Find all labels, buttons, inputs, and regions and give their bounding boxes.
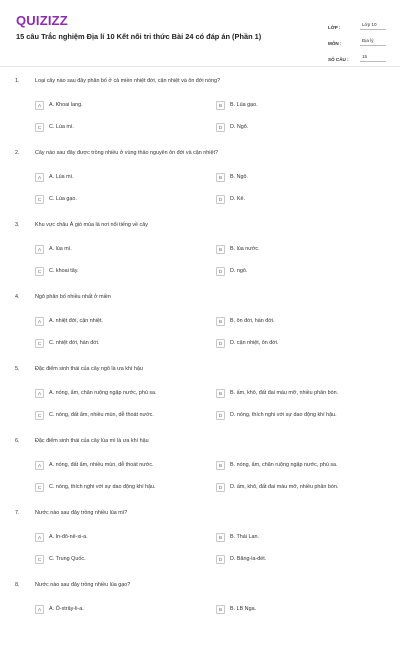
question-text: Ngô phân bố nhiều nhất ở miền [35, 294, 111, 300]
option-label: A. lúa mì. [49, 246, 72, 252]
meta-label: MÔN : [328, 41, 342, 46]
option-letter-badge: A [35, 317, 44, 326]
option-label: A. Ô-xtrây-li-a. [49, 606, 84, 612]
answer-option-b[interactable] [216, 388, 338, 398]
worksheet-header [0, 0, 400, 66]
answer-option-b[interactable] [216, 100, 258, 110]
answer-option-b[interactable] [216, 460, 338, 470]
option-letter-badge: B [216, 101, 225, 110]
question-header [15, 78, 365, 84]
answer-option-a[interactable] [35, 460, 154, 470]
answer-option-d[interactable] [216, 266, 247, 276]
meta-value: Lớp 10 [360, 22, 386, 30]
option-letter-badge: D [216, 555, 225, 564]
question-text: Nước nào sau đây trồng nhiều lúa mì? [35, 510, 128, 516]
answer-option-c[interactable] [35, 338, 100, 348]
worksheet-title: 15 câu Trắc nghiệm Địa lí 10 Kết nối tri thức Bài 24 có đáp án (Phần 1) [16, 32, 262, 41]
meta-panel [328, 14, 386, 62]
option-letter-badge: B [216, 245, 225, 254]
option-letter-badge: C [35, 339, 44, 348]
question-block [0, 510, 400, 582]
question-number: 3. [15, 222, 20, 228]
question-header [15, 294, 365, 300]
option-label: C. nhiệt đới, hàn đới. [49, 340, 100, 346]
meta-label: SỐ CÂU : [328, 57, 349, 62]
option-letter-badge: A [35, 605, 44, 614]
answer-option-d[interactable] [216, 122, 248, 132]
answer-option-b[interactable] [216, 532, 259, 542]
question-number: 5. [15, 366, 20, 372]
option-letter-badge: B [216, 533, 225, 542]
answer-option-a[interactable] [35, 244, 72, 254]
option-letter-badge: C [35, 483, 44, 492]
option-letter-badge: D [216, 123, 225, 132]
header-divider [0, 66, 400, 67]
option-label: B. lúa nước. [230, 246, 260, 252]
question-number: 6. [15, 438, 20, 444]
answer-option-a[interactable] [35, 388, 157, 398]
answer-option-d[interactable] [216, 410, 337, 420]
option-letter-badge: B [216, 605, 225, 614]
option-letter-badge: D [216, 267, 225, 276]
answer-option-b[interactable] [216, 604, 256, 614]
meta-row-subject [328, 30, 386, 46]
option-letter-badge: D [216, 411, 225, 420]
question-number: 2. [15, 150, 20, 156]
option-letter-badge: B [216, 173, 225, 182]
answer-option-a[interactable] [35, 532, 88, 542]
question-block [0, 438, 400, 510]
option-label: B. Lúa gạo. [230, 102, 258, 108]
answer-option-b[interactable] [216, 244, 260, 254]
question-text: Đặc điểm sinh thái của cây ngô là ưa khí hậu [35, 366, 143, 372]
answer-option-c[interactable] [35, 554, 86, 564]
option-label: C. nóng, đất ẩm, nhiều mùn, dễ thoát nước. [49, 412, 154, 418]
question-block [0, 150, 400, 222]
meta-value: Địa lý [360, 38, 386, 46]
option-label: A. Lúa mì. [49, 174, 74, 180]
answer-option-a[interactable] [35, 172, 74, 182]
option-letter-badge: C [35, 267, 44, 276]
option-letter-badge: D [216, 195, 225, 204]
option-label: C. khoai tây. [49, 268, 79, 274]
answer-option-c[interactable] [35, 266, 79, 276]
answer-option-b[interactable] [216, 316, 275, 326]
option-label: A. nhiệt đới, cận nhiệt. [49, 318, 103, 324]
option-label: C. nóng, thích nghi với sự dao động khí hậu. [49, 484, 156, 490]
option-label: A. Khoai lang. [49, 102, 83, 108]
answer-option-c[interactable] [35, 410, 154, 420]
option-label: C. Trung Quốc. [49, 556, 86, 562]
question-text: Cây nào sau đây được trồng nhiều ở vùng thảo nguyên ôn đới và cận nhiệt? [35, 150, 218, 156]
answer-option-a[interactable] [35, 316, 103, 326]
meta-value: 15 [360, 54, 386, 62]
option-label: B. ấm, khô, đất đai màu mỡ, nhiều phân bón. [230, 390, 339, 396]
answer-option-c[interactable] [35, 122, 74, 132]
option-letter-badge: D [216, 339, 225, 348]
option-letter-badge: A [35, 389, 44, 398]
question-number: 1. [15, 78, 20, 84]
answer-option-c[interactable] [35, 482, 156, 492]
answer-option-a[interactable] [35, 100, 83, 110]
option-label: D. Ngô. [230, 124, 249, 130]
option-label: B. LB Nga. [230, 606, 257, 612]
option-letter-badge: D [216, 483, 225, 492]
question-block [0, 294, 400, 366]
question-block [0, 78, 400, 150]
option-letter-badge: B [216, 461, 225, 470]
option-letter-badge: C [35, 123, 44, 132]
option-label: D. ngô. [230, 268, 248, 274]
answer-option-d[interactable] [216, 554, 266, 564]
option-letter-badge: A [35, 533, 44, 542]
question-text: Đặc điểm sinh thái của cây lúa mì là ưa khí hậu [35, 438, 149, 444]
question-number: 7. [15, 510, 20, 516]
option-letter-badge: A [35, 245, 44, 254]
option-letter-badge: C [35, 555, 44, 564]
option-label: B. Thái Lan. [230, 534, 259, 540]
option-label: D. cận nhiệt, ôn đới. [230, 340, 279, 346]
option-label: B. nóng, ẩm, chân ruộng ngập nước, phù sa. [230, 462, 338, 468]
question-block [0, 366, 400, 438]
meta-row-count [328, 46, 386, 62]
option-label: D. ấm, khô, đất đai màu mỡ, nhiều phân bón. [230, 484, 339, 490]
option-label: A. In-đô-nê-xi-a. [49, 534, 88, 540]
question-text: Nước nào sau đây trồng nhiều lúa gạo? [35, 582, 131, 588]
option-letter-badge: B [216, 317, 225, 326]
question-header [15, 582, 365, 588]
question-header [15, 366, 365, 372]
question-text: Loại cây nào sau đây phân bố ở cả miền nhiệt đới, cận nhiệt và ôn đới nóng? [35, 78, 221, 84]
question-number: 8. [15, 582, 20, 588]
option-label: B. ôn đới, hàn đới. [230, 318, 275, 324]
question-header [15, 438, 365, 444]
answer-option-b[interactable] [216, 172, 248, 182]
question-number: 4. [15, 294, 20, 300]
meta-label: LỚP : [328, 25, 341, 30]
question-header [15, 222, 365, 228]
question-block [0, 582, 400, 654]
answer-option-c[interactable] [35, 194, 77, 204]
question-header [15, 150, 365, 156]
option-label: D. nóng, thích nghi với sự dao động khí hậu. [230, 412, 337, 418]
option-letter-badge: A [35, 173, 44, 182]
option-letter-badge: C [35, 195, 44, 204]
question-text: Khu vực châu Á gió mùa là nơi nổi tiếng về cây [35, 222, 148, 228]
question-header [15, 510, 365, 516]
answer-option-d[interactable] [216, 194, 245, 204]
option-label: C. Lúa mì. [49, 124, 74, 130]
option-letter-badge: B [216, 389, 225, 398]
option-letter-badge: A [35, 461, 44, 470]
option-label: D. Kê. [230, 196, 245, 202]
question-list [0, 78, 400, 654]
meta-row-class [328, 14, 386, 30]
option-label: B. Ngô. [230, 174, 248, 180]
option-label: C. Lúa gạo. [49, 196, 77, 202]
answer-option-d[interactable] [216, 338, 278, 348]
option-letter-badge: C [35, 411, 44, 420]
option-label: D. Băng-la-đét. [230, 556, 267, 562]
option-label: A. nóng, ẩm, chân ruộng ngập nước, phù sa. [49, 390, 157, 396]
question-block [0, 222, 400, 294]
answer-option-d[interactable] [216, 482, 338, 492]
option-letter-badge: A [35, 101, 44, 110]
quizizz-logo: QUIZIZZ [16, 13, 68, 28]
option-label: A. nóng, đất ẩm, nhiều mùn, dễ thoát nước. [49, 462, 154, 468]
answer-option-a[interactable] [35, 604, 84, 614]
